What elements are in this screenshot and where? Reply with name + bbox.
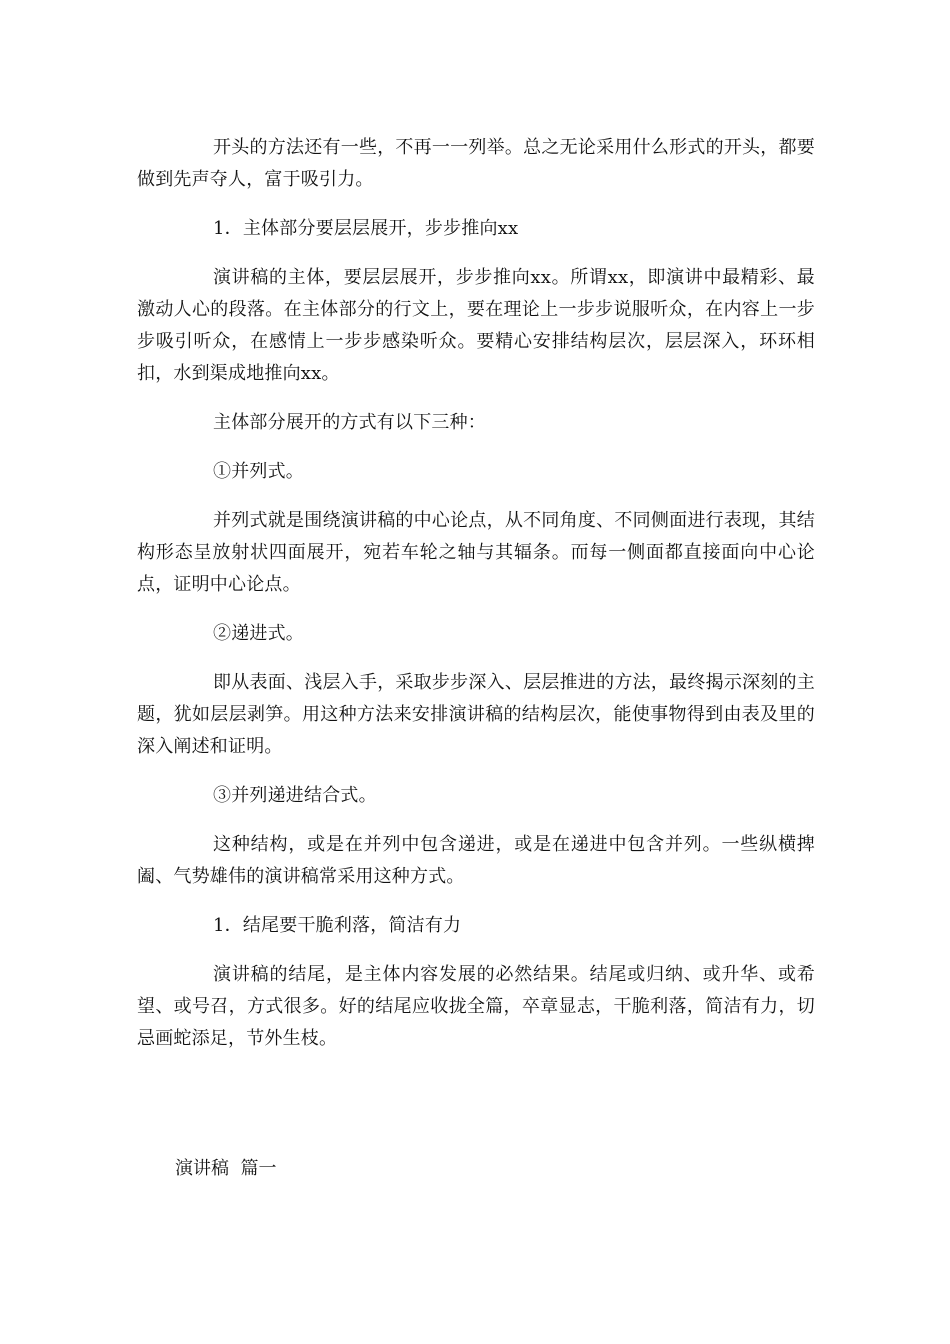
heading-progressive: ②递进式。 — [213, 623, 304, 644]
heading-main-body: 1．主体部分要层层展开，步步推向xx — [213, 218, 519, 239]
paragraph-parallel: 并列式就是围绕演讲稿的中心论点，从不同角度、不同侧面进行表现，其结构形态呈放射状四面展开，宛若车轮之轴与其辐条。而每一侧面都直接面向中心论点，证明中心论点。 — [137, 510, 815, 595]
paragraph-combined: 这种结构，或是在并列中包含递进，或是在递进中包含并列。一些纵横捭阖、气势雄伟的演讲稿常采用这种方式。 — [137, 834, 815, 887]
paragraph-ending: 演讲稿的结尾，是主体内容发展的必然结果。结尾或归纳、或升华、或希望、或号召，方式很多。好的结尾应收拢全篇，卒章显志，干脆利落，简洁有力，切忌画蛇添足，节外生枝。 — [137, 964, 815, 1049]
paragraph-opening-methods: 开头的方法还有一些，不再一一列举。总之无论采用什么形式的开头，都要做到先声夺人，富于吸引力。 — [137, 137, 815, 190]
heading-combined: ③并列递进结合式。 — [213, 785, 377, 806]
paragraph-three-methods: 主体部分展开的方式有以下三种： — [213, 412, 486, 433]
paragraph-progressive: 即从表面、浅层入手，采取步步深入、层层推进的方法，最终揭示深刻的主题，犹如层层剥笋。用这种方法来安排演讲稿的结构层次，能使事物得到由表及里的深入阐述和证明。 — [137, 672, 815, 757]
heading-parallel: ①并列式。 — [213, 461, 304, 482]
document-body — [137, 132, 815, 1072]
heading-ending: 1．结尾要干脆利落，简洁有力 — [213, 915, 462, 936]
paragraph-main-body: 演讲稿的主体，要层层展开，步步推向xx。所谓xx，即演讲中最精彩、最激动人心的段落。在主体部分的行文上，要在理论上一步步说服听众，在内容上一步步吸引听众，在感情上一步步感染听众。要精心安排结构层次，层层深入，环环相扣，水到渠成地推向xx。 — [137, 267, 815, 384]
section-title: 演讲稿 篇一 — [175, 1158, 277, 1179]
